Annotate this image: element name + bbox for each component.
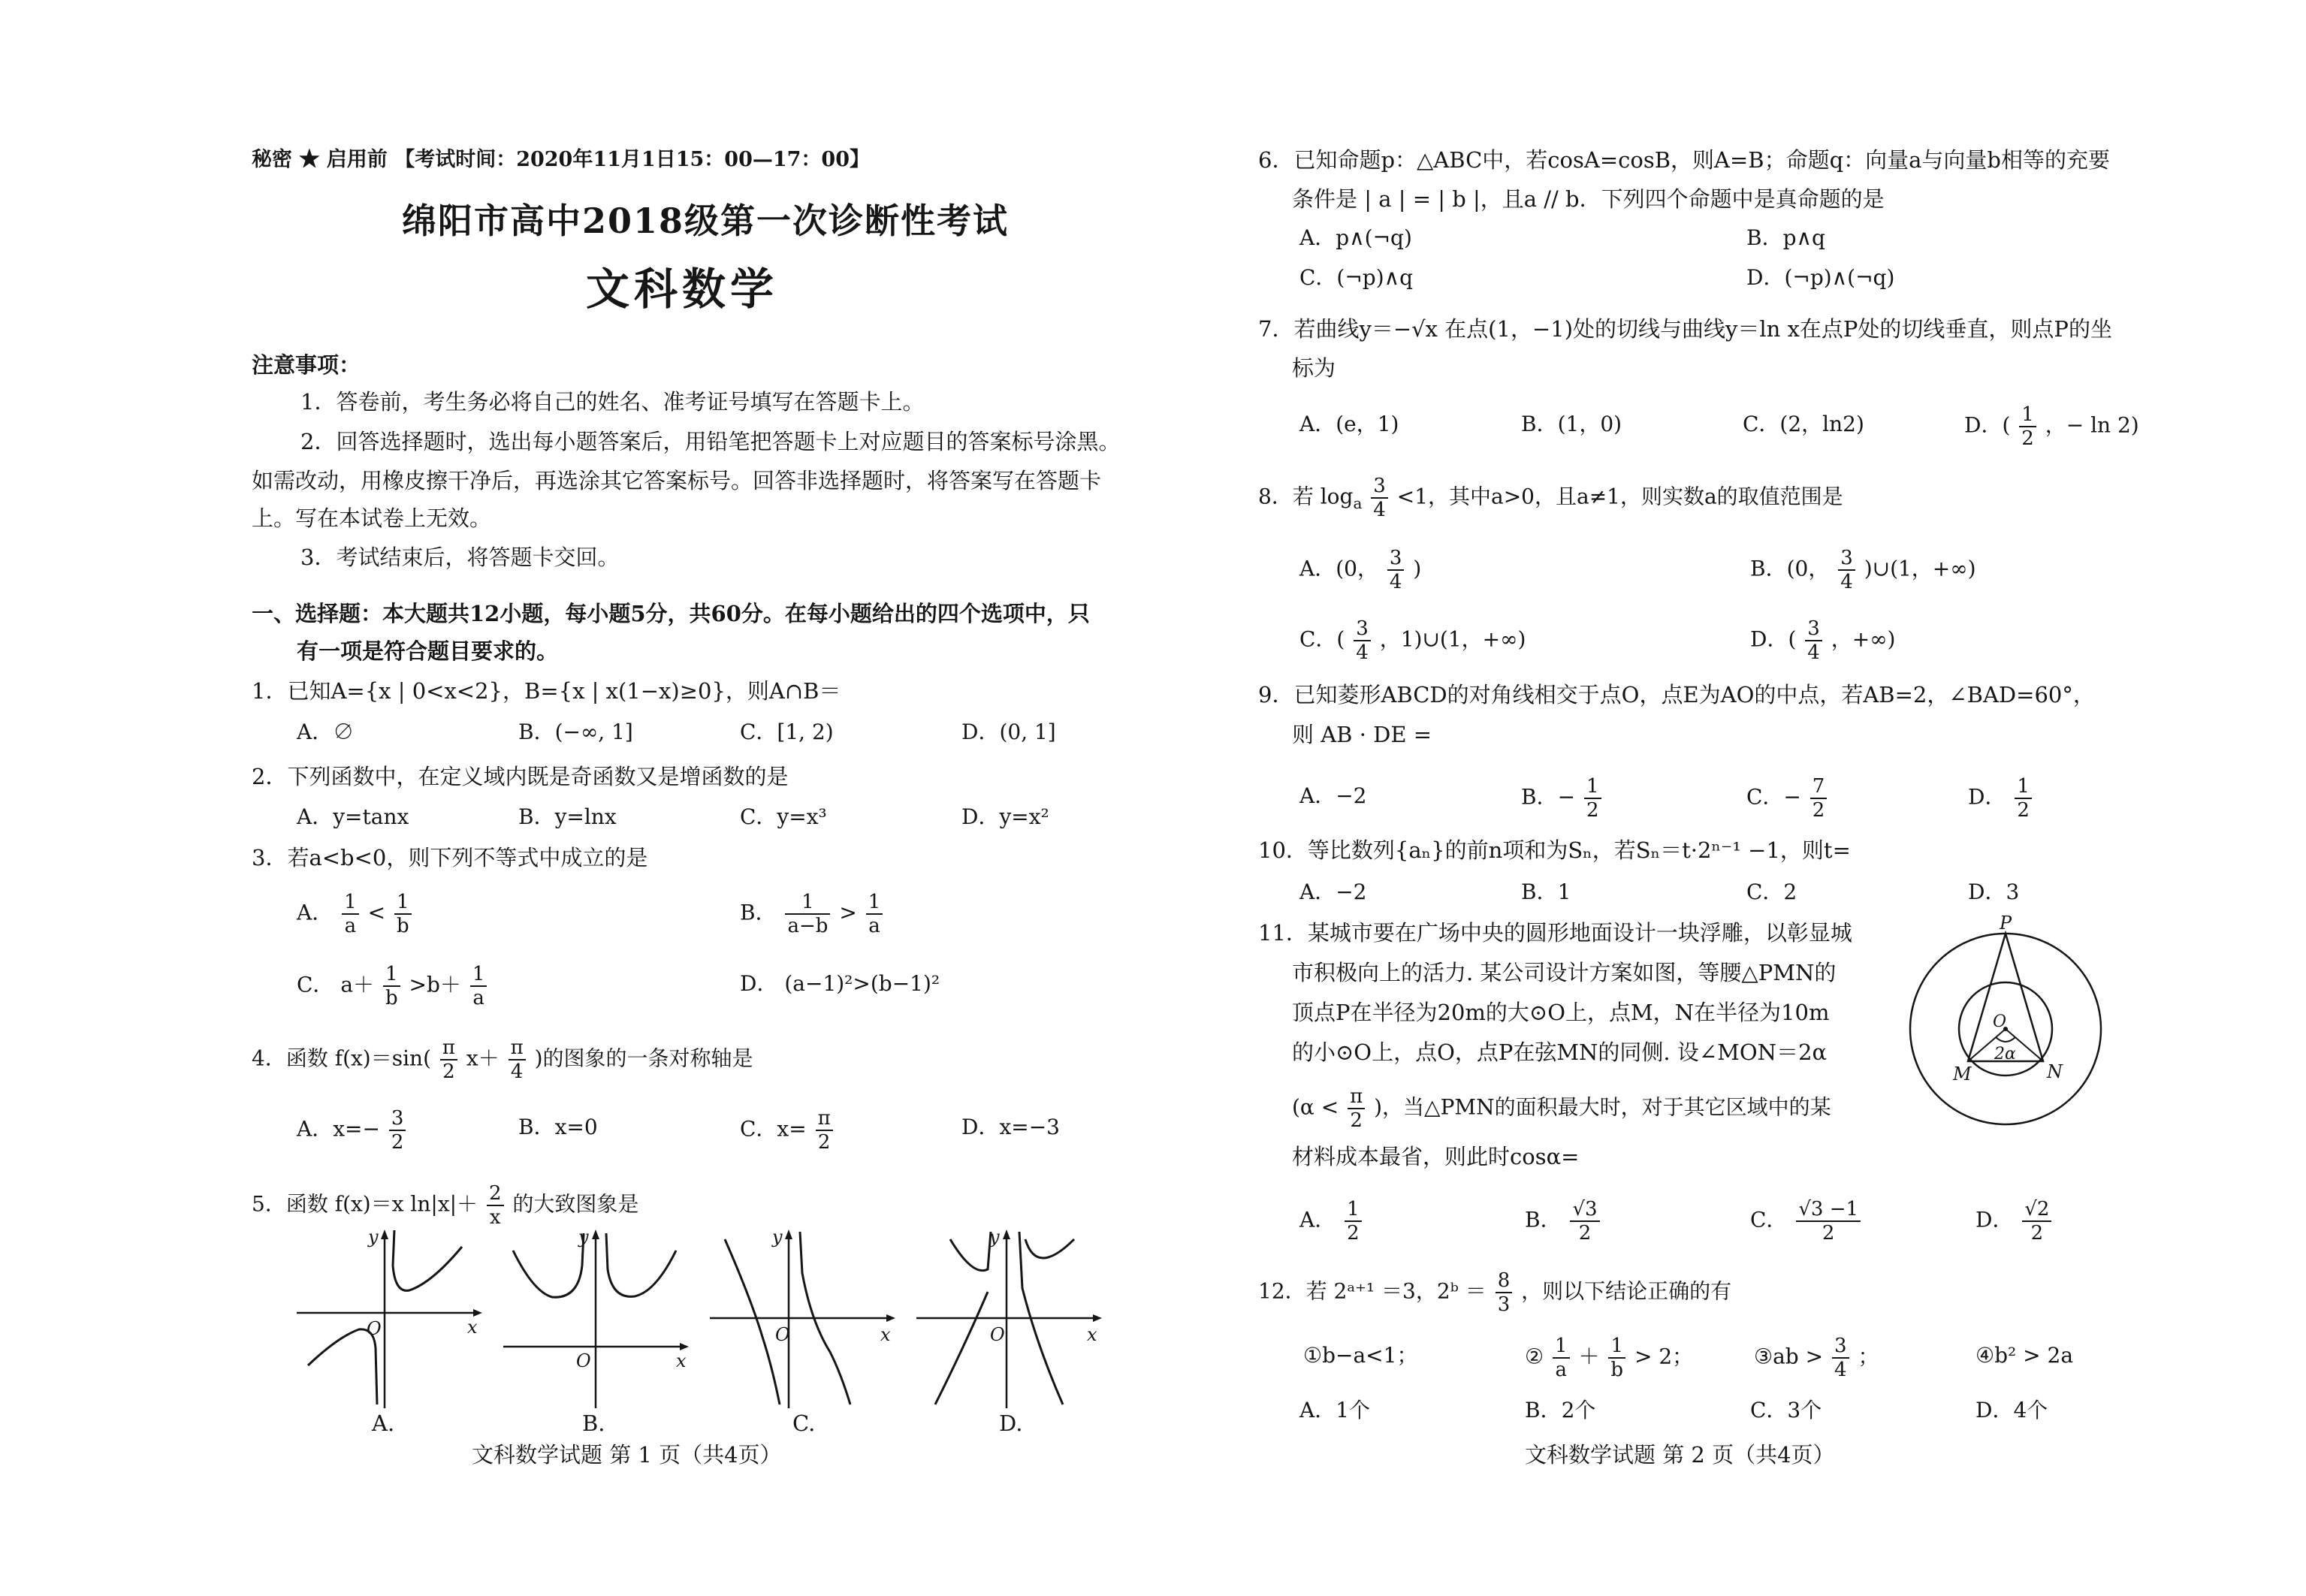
- option-label: D．(: [1750, 626, 1797, 652]
- fraction: $\frac{3}{4}$: [1805, 617, 1822, 664]
- stem-text: <1，其中a>0，且a≠1，则实数a的取值范围是: [1396, 484, 1843, 509]
- y-arrow: [785, 1229, 792, 1239]
- statement-label: ③ab >: [1754, 1344, 1824, 1369]
- question-7-line-2: 标为: [1292, 355, 1336, 381]
- y-arrow: [381, 1229, 388, 1239]
- question-11-option-c: [1750, 1198, 1863, 1245]
- x-arrow: [473, 1309, 482, 1317]
- curve-right-upper: [1025, 1239, 1074, 1258]
- expr: (a−1)²>(b−1)²: [784, 971, 940, 996]
- option-label: C．(: [1299, 626, 1345, 652]
- question-2-option-c: C．y=x³: [740, 804, 827, 829]
- fraction: $\frac{\pi}{2}$: [816, 1107, 833, 1154]
- fraction: $\frac{3}{4}$: [1371, 475, 1388, 521]
- graph-a: [293, 1217, 488, 1412]
- question-7-option-b: B．(1，0): [1521, 412, 1622, 436]
- confidential-header: 秘密 ★ 启用前 【考试时间：2020年11月1日15：00—17：00】: [252, 148, 870, 171]
- question-9-option-b: [1521, 775, 1604, 822]
- origin-label: O: [775, 1324, 790, 1345]
- option-label: A．: [1299, 1207, 1336, 1232]
- question-9-option-a: A．−2: [1299, 783, 1367, 808]
- stem-text: (α <: [1292, 1094, 1339, 1120]
- axis-y-label: y: [368, 1226, 379, 1248]
- fraction: $\frac{1}{b}$: [1608, 1335, 1625, 1381]
- stem-text: 8．若 log: [1258, 484, 1354, 509]
- expr: >b＋: [409, 972, 461, 997]
- question-11-line-5: [1292, 1085, 1831, 1132]
- question-9-option-c: [1746, 775, 1829, 822]
- question-12-option-a: A．1个: [1299, 1398, 1371, 1423]
- fraction: $\frac{√2}{2}$: [2022, 1198, 2051, 1245]
- option-label: C．−: [1746, 784, 1801, 810]
- question-9-line-1: 9．已知菱形ABCD的对角线相交于点O，点E为AO的中点，若AB=2，∠BAD=60°，: [1258, 682, 2095, 707]
- question-7-option-c: C．(2，ln2): [1743, 412, 1864, 436]
- curve-left-lower: [935, 1292, 988, 1404]
- question-10-stem: 10．等比数列{aₙ}的前n项和为Sₙ，若Sₙ＝t·2ⁿ⁻¹ −1，则t=: [1258, 837, 1851, 863]
- question-3-option-d: [740, 969, 940, 999]
- fraction: $\frac{3}{4}$: [1838, 547, 1855, 593]
- question-11-figure: [1904, 913, 2107, 1130]
- fraction: $\frac{\pi}{4}$: [509, 1036, 526, 1083]
- y-arrow: [592, 1229, 599, 1239]
- option-label: D．: [1968, 784, 2006, 810]
- question-11-line-6: 材料成本最省，则此时cosα=: [1292, 1144, 1580, 1169]
- fraction: $\frac{1}{2}$: [2019, 403, 2036, 450]
- exam-page-2: [1153, 0, 2306, 1596]
- option-label: D．: [740, 971, 778, 996]
- label-o: O: [1993, 1012, 2007, 1031]
- question-9-line-2: 则 AB · DE =: [1292, 722, 1432, 747]
- fraction: $\frac{\pi}{2}$: [1348, 1085, 1365, 1132]
- page-1-footer: 文科数学试题 第 1 页（共4页）: [472, 1442, 782, 1468]
- expr: > 2；: [1634, 1344, 1694, 1369]
- question-8-stem: [1258, 475, 1843, 521]
- fraction: $\frac{3}{2}$: [389, 1107, 406, 1154]
- exam-title: 绵阳市高中2018级第一次诊断性考试: [402, 201, 1010, 241]
- question-11-option-a: [1299, 1198, 1364, 1245]
- label-n: N: [2047, 1061, 2063, 1082]
- question-8-option-c: [1299, 617, 1526, 664]
- question-6-line-1: 6．已知命题p：△ABC中，若cosA=cosB，则A=B；命题q：向量a与向量b相等的充要: [1258, 147, 2110, 173]
- fraction: $\frac{1}{2}$: [1584, 775, 1601, 822]
- log-base: a: [1353, 494, 1363, 513]
- stem-text: 的大致图象是: [512, 1191, 639, 1217]
- option-label: B．−: [1521, 784, 1576, 810]
- option-label: D．(: [1964, 412, 2011, 438]
- axis-y-label: y: [578, 1226, 589, 1248]
- page-2-footer: 文科数学试题 第 2 页（共4页）: [1525, 1442, 1835, 1468]
- label-m: M: [1953, 1063, 1972, 1085]
- question-1-option-b: B．(−∞, 1]: [518, 720, 633, 744]
- note-2-cont: 如需改动，用橡皮擦干净后，再选涂其它答案标号。回答非选择题时，将答案写在答题卡: [252, 468, 1102, 493]
- question-11-line-3: 顶点P在半径为20m的大⊙O上，点M，N在半径为10m: [1292, 1000, 1830, 1025]
- origin-label: O: [367, 1318, 382, 1339]
- fraction: $\frac{3}{4}$: [1354, 617, 1371, 664]
- question-7-line-1: 7．若曲线y＝−√x 在点(1，−1)处的切线与曲线y＝ln x在点P处的切线垂直，则点P的坐: [1258, 316, 2112, 342]
- question-12-statement-4: ④b² > 2a: [1975, 1343, 2074, 1368]
- fraction: $\frac{1}{a}$: [342, 891, 359, 937]
- question-7-option-d: [1964, 403, 2139, 450]
- option-label: C．: [297, 972, 334, 997]
- origin-label: O: [576, 1350, 591, 1371]
- question-4-option-a: [297, 1107, 408, 1154]
- option-label: A．: [297, 900, 334, 925]
- question-6-option-c: C．(¬p)∧q: [1299, 265, 1414, 290]
- axis-x-label: x: [467, 1317, 478, 1338]
- question-3-stem: 3．若a<b<0，则下列不等式中成立的是: [252, 845, 648, 870]
- expr: ，− ln 2): [2045, 412, 2139, 438]
- question-7-option-a: A．(e，1): [1299, 412, 1399, 436]
- stem-text: 12．若 2ᵃ⁺¹ ＝3，2ᵇ ＝: [1258, 1278, 1487, 1304]
- question-2-option-b: B．y=lnx: [518, 804, 617, 829]
- question-11-line-4: 的小⊙O上，点O，点P在弦MN的同侧. 设∠MON＝2α: [1292, 1039, 1828, 1065]
- stem-text: ，则以下结论正确的有: [1521, 1278, 1732, 1304]
- curve-left: [513, 1233, 584, 1297]
- notes-heading: 注意事项：: [252, 352, 361, 378]
- question-10-option-a: A．−2: [1299, 879, 1367, 904]
- question-6-option-a: A．p∧(¬q): [1299, 225, 1412, 250]
- expr: ＋: [1578, 1344, 1600, 1369]
- x-arrow: [1093, 1314, 1102, 1322]
- question-12-statement-3: [1754, 1335, 1879, 1381]
- fraction: $\frac{3}{4}$: [1832, 1335, 1849, 1381]
- fraction: $\frac{3}{4}$: [1387, 547, 1405, 593]
- question-6-line-2: 条件是 | a | = | b |，且a // b．下列四个命题中是真命题的是: [1292, 186, 1885, 212]
- question-2-option-d: D．y=x²: [961, 804, 1049, 829]
- statement-label: ②: [1525, 1344, 1544, 1369]
- curve-left: [725, 1239, 780, 1404]
- axis-x-label: x: [880, 1324, 891, 1345]
- question-10-option-c: C．2: [1746, 879, 1797, 904]
- axis-x-label: x: [1087, 1324, 1097, 1345]
- question-3-option-a: [297, 891, 414, 937]
- question-12-option-b: B．2个: [1525, 1398, 1596, 1423]
- option-label: D．: [1975, 1207, 2014, 1232]
- axis-x-label: x: [676, 1350, 687, 1371]
- curve-right: [393, 1230, 462, 1290]
- question-8-option-d: [1750, 617, 1895, 664]
- question-10-option-d: D．3: [1968, 879, 2020, 904]
- question-1-option-c: C．[1, 2): [740, 720, 834, 744]
- fraction: $\frac{\pi}{2}$: [440, 1036, 457, 1083]
- section-heading-cont: 有一项是符合题目要求的。: [297, 638, 559, 664]
- expr: ，1)∪(1，+∞): [1379, 626, 1526, 652]
- fraction: $\frac{1}{a}$: [1553, 1335, 1570, 1381]
- question-12-stem: [1258, 1269, 1731, 1316]
- option-label: B．: [740, 900, 777, 925]
- option-label: B．(0，: [1750, 556, 1830, 581]
- y-arrow: [1003, 1229, 1010, 1239]
- curve-left-upper: [950, 1232, 991, 1271]
- axis-y-label: y: [772, 1226, 783, 1248]
- question-8-option-b: [1750, 547, 1976, 593]
- option-label: A．x=−: [297, 1116, 380, 1142]
- fraction: $\frac{1}{b}$: [394, 891, 412, 937]
- question-1-option-d: D．(0, 1]: [961, 720, 1056, 744]
- question-4-option-b: B．x=0: [518, 1115, 598, 1139]
- stem-text: )，当△PMN的面积最大时，对于其它区域中的某: [1374, 1094, 1831, 1120]
- question-1-option-a: A．∅: [297, 720, 355, 744]
- x-arrow: [680, 1343, 689, 1350]
- question-12-statement-1: ①b−a<1；: [1303, 1343, 1418, 1368]
- graph-d: [913, 1217, 1108, 1412]
- fraction: $\frac{7}{2}$: [1810, 775, 1828, 822]
- option-label: B．: [1525, 1207, 1562, 1232]
- fraction: $\frac{2}{x}$: [487, 1182, 504, 1229]
- question-11-line-2: 市积极向上的活力. 某公司设计方案如图，等腰△PMN的: [1292, 960, 1837, 985]
- fraction: $\frac{√3 -1}{2}$: [1796, 1198, 1861, 1245]
- label-p: P: [2000, 913, 2012, 934]
- stem-text: x＋: [466, 1045, 500, 1071]
- option-label: C．: [1750, 1207, 1788, 1232]
- question-3-option-c: [297, 963, 489, 1009]
- curve-right: [606, 1233, 676, 1296]
- question-4-option-c: [740, 1107, 835, 1154]
- stem-text: )的图象的一条对称轴是: [534, 1045, 753, 1071]
- fraction: $\frac{1}{a}$: [470, 963, 487, 1009]
- fraction: $\frac{1}{b}$: [383, 963, 400, 1009]
- relation: <: [367, 900, 386, 925]
- question-3-option-b: [740, 891, 885, 937]
- graph-d-label: D.: [999, 1410, 1023, 1436]
- x-arrow: [886, 1314, 895, 1322]
- section-heading: 一、选择题：本大题共12小题，每小题5分，共60分。在每小题给出的四个选项中，只: [252, 601, 1090, 626]
- note-2-end: 上。写在本试卷上无效。: [252, 505, 492, 531]
- question-11-option-d: [1975, 1198, 2054, 1245]
- relation: >: [839, 900, 857, 925]
- expr: a＋: [340, 972, 375, 997]
- expr: ；: [1858, 1344, 1879, 1369]
- fraction: $\frac{8}{3}$: [1496, 1269, 1513, 1316]
- question-6-option-b: B．p∧q: [1746, 225, 1825, 250]
- question-1-stem: 1．已知A={x | 0<x<2}，B={x | x(1−x)≥0}，则A∩B＝: [252, 678, 841, 704]
- exam-subject: 文科数学: [586, 264, 779, 315]
- question-2-stem: 2．下列函数中，在定义域内既是奇函数又是增函数的是: [252, 764, 789, 789]
- question-4-stem: [252, 1036, 753, 1083]
- question-11-option-b: [1525, 1198, 1602, 1245]
- curve-left: [308, 1329, 377, 1404]
- fraction: $\frac{1}{2}$: [2015, 775, 2032, 822]
- question-4-option-d: D．x=−3: [961, 1115, 1060, 1139]
- option-label: C．x=: [740, 1116, 807, 1142]
- option-label: A．(0，: [1299, 556, 1378, 581]
- question-12-option-d: D．4个: [1975, 1398, 2048, 1423]
- graph-c-label: C.: [792, 1410, 816, 1436]
- fraction: $\frac{1}{a-b}$: [785, 891, 830, 937]
- graph-c: [706, 1217, 901, 1412]
- expr: ，+∞): [1831, 626, 1896, 652]
- question-9-option-d: [1968, 775, 2034, 822]
- axis-y-label: y: [989, 1226, 1000, 1248]
- stem-text: 5．函数 f(x)＝x ln|x|＋: [252, 1191, 478, 1217]
- expr: )∪(1，+∞): [1864, 556, 1976, 581]
- question-11-line-1: 11．某城市要在广场中央的圆形地面设计一块浮雕，以彰显城: [1258, 920, 1852, 946]
- question-2-option-a: A．y=tanx: [297, 804, 409, 829]
- graph-b-label: B.: [582, 1410, 605, 1436]
- note-3: 3．考试结束后，将答题卡交回。: [300, 545, 620, 570]
- question-12-statement-2: [1525, 1335, 1693, 1381]
- origin-label: O: [990, 1324, 1005, 1345]
- angle-arc: [1996, 1037, 2015, 1042]
- graph-a-label: A.: [372, 1410, 395, 1436]
- label-angle: 2α: [1994, 1045, 2016, 1063]
- question-8-option-a: [1299, 547, 1421, 593]
- graph-b: [500, 1217, 695, 1412]
- question-10-option-b: B．1: [1521, 879, 1571, 904]
- question-12-option-c: C．3个: [1750, 1398, 1822, 1423]
- note-1: 1．答卷前，考生务必将自己的姓名、准考证号填写在答题卡上。: [300, 389, 925, 415]
- fraction: $\frac{√3}{2}$: [1570, 1198, 1599, 1245]
- fraction: $\frac{1}{a}$: [866, 891, 883, 937]
- fraction: $\frac{1}{2}$: [1345, 1198, 1362, 1245]
- expr: ): [1413, 556, 1422, 581]
- question-6-option-d: D．(¬p)∧(¬q): [1746, 265, 1895, 290]
- note-2: 2．回答选择题时，选出每小题答案后，用铅笔把答题卡上对应题目的答案标号涂黑。: [300, 429, 1121, 454]
- stem-text: 4．函数 f(x)＝sin(: [252, 1045, 431, 1071]
